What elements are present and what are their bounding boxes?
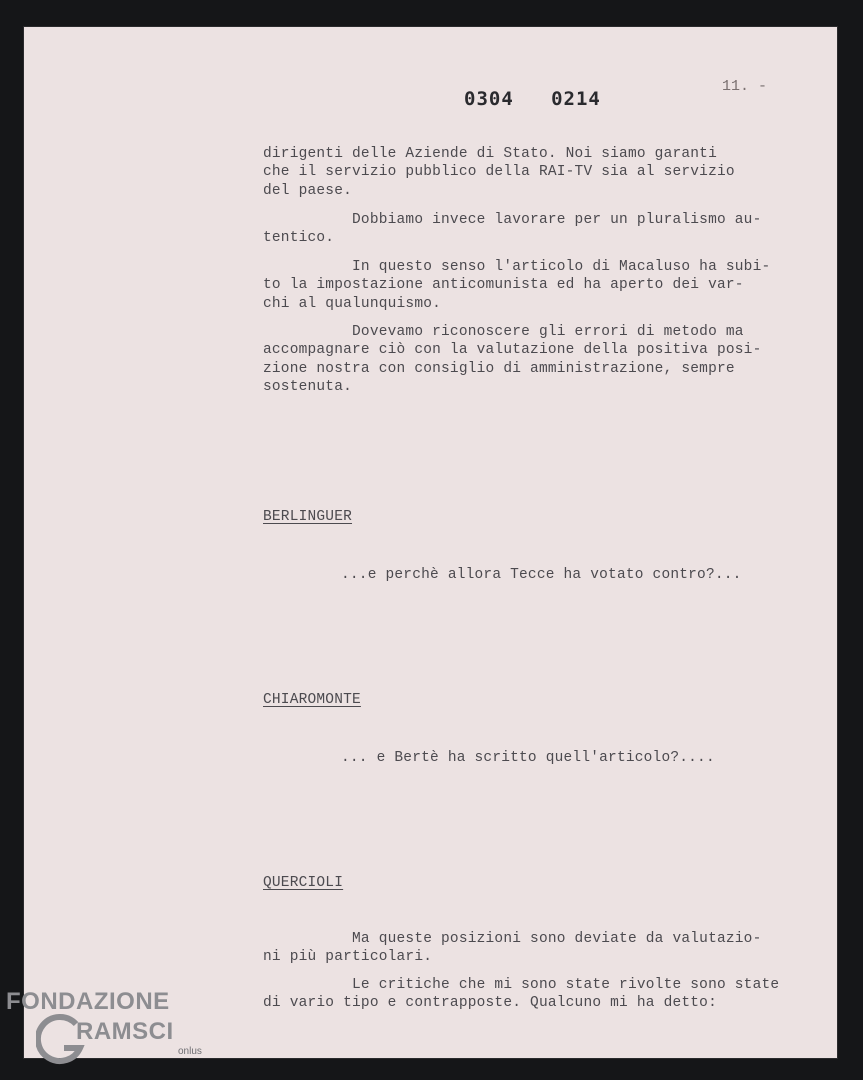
watermark-line3: onlus — [178, 1046, 202, 1057]
speech-text: ...e perchè allora Tecce ha votato contro?... — [341, 567, 742, 583]
speaker-name: QUERCIOLI — [263, 875, 344, 891]
page-number: 11. - — [722, 78, 768, 95]
watermark-line2: RAMSCI — [76, 1018, 174, 1045]
speaker-name: BERLINGUER — [263, 509, 353, 525]
archive-number: 0304 0214 — [464, 88, 601, 110]
speech-text: Ma queste posizioni sono deviate da valutazio- ni più particolari. — [263, 931, 762, 966]
speech-text: Le critiche che mi sono state rivolte sono state di vario tipo e contrapposte. Qualcuno mi ha detto: — [263, 977, 780, 1012]
paragraph: Dovevamo riconoscere gli errori di metodo ma accompagnare ciò con la valutazione della positiva posi- zione nostra con consiglio di amministrazione, sempre sostenuta. — [263, 324, 762, 396]
watermark-line1: FONDAZIONE — [6, 988, 170, 1015]
paragraph: dirigenti delle Aziende di Stato. Noi siamo garanti che il servizio pubblico della RAI-TV sia al servizio del paese. — [263, 146, 735, 199]
speaker-name: CHIAROMONTE — [263, 692, 361, 708]
paragraph: In questo senso l'articolo di Macaluso ha subi- to la impostazione anticomunista ed ha aperto dei var- chi al qualunquismo. — [263, 259, 771, 312]
watermark-logo — [6, 988, 212, 1076]
speech-text: ... e Bertè ha scritto quell'articolo?.... — [341, 750, 715, 766]
paragraph: Dobbiamo invece lavorare per un pluralismo au- tentico. — [263, 212, 762, 247]
